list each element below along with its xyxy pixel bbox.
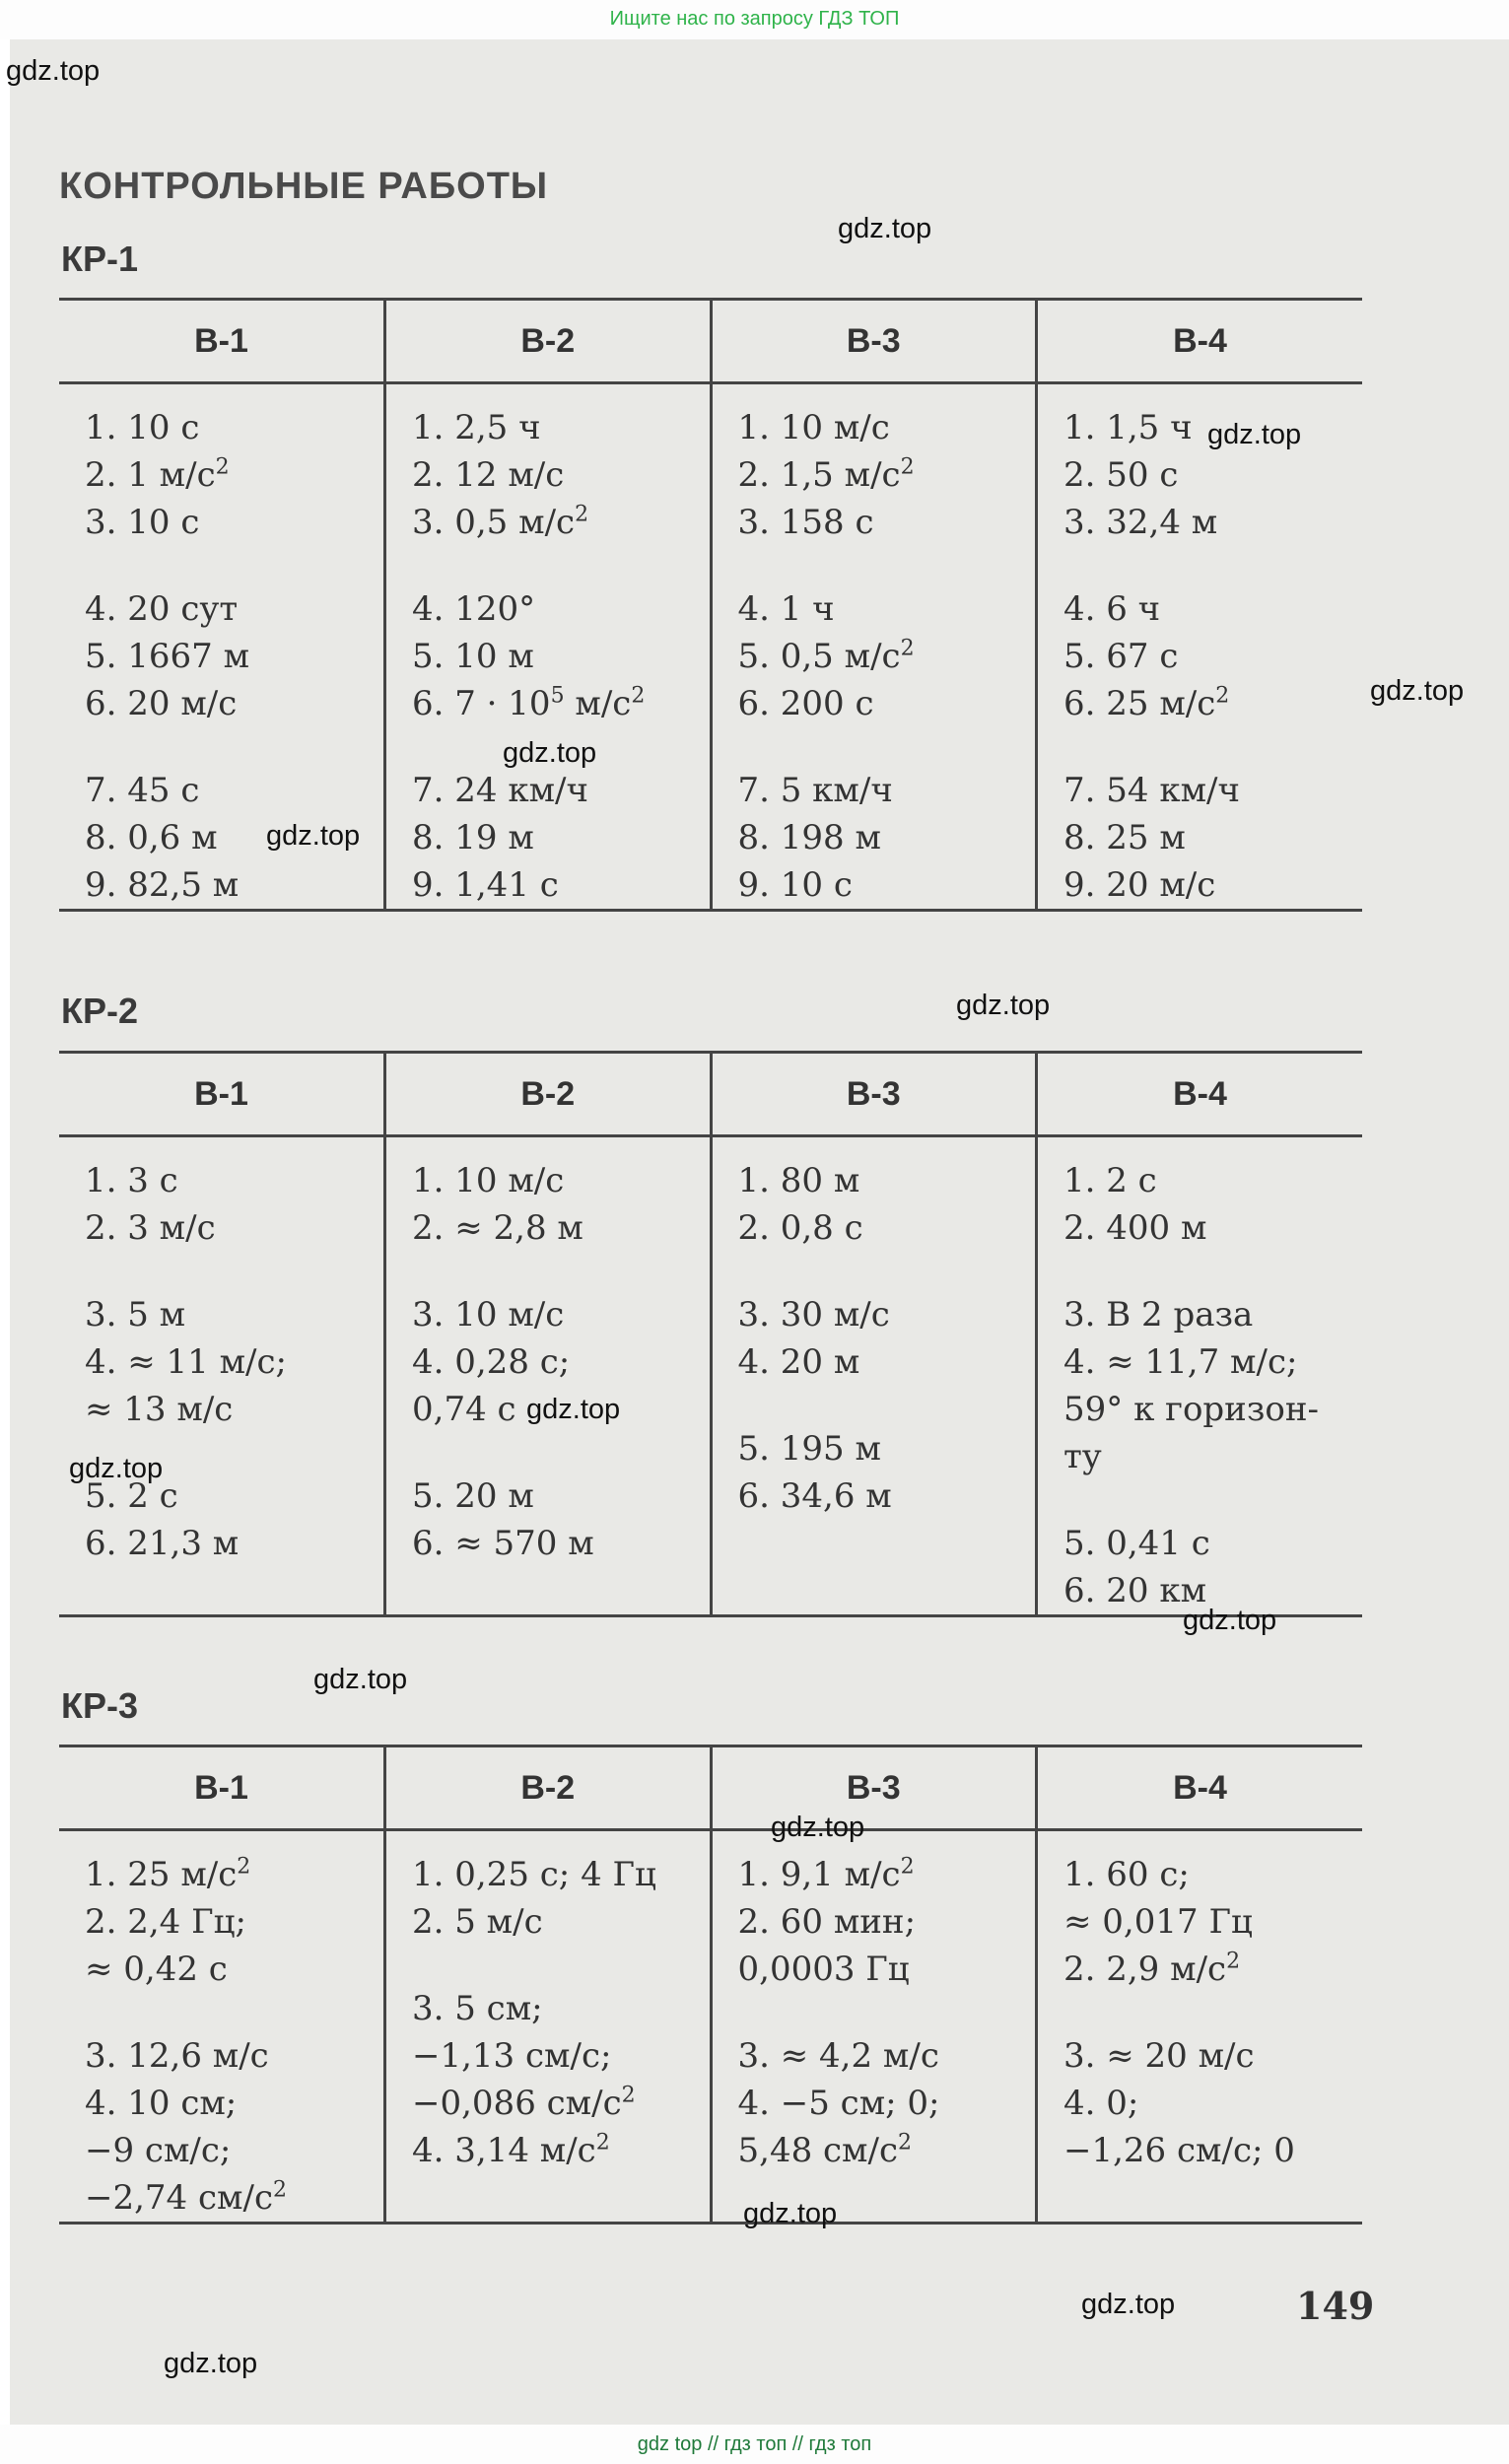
variant-header: В-1 (59, 1053, 385, 1136)
page-number: 149 (1296, 2284, 1375, 2328)
answer-line: 4. −5 см; 0; (737, 2084, 940, 2123)
answer-line: 3. 32,4 м (1063, 503, 1218, 542)
variant-header: В-4 (1037, 1746, 1363, 1830)
variant-answers-cell (711, 1830, 1037, 2224)
variant-answers-cell (59, 1136, 385, 1616)
answer-line: 6. $7 \cdot 10^5$ $м/с^2$ (412, 683, 646, 723)
answer-line: −1,13 см/с; (412, 2036, 612, 2076)
variant-answers-cell (385, 383, 712, 911)
watermark: gdz.top (838, 213, 932, 244)
answer-line: 2. 2,9 $м/с^2$ (1063, 1949, 1241, 1989)
watermark: gdz.top (313, 1664, 408, 1695)
answer-line: 4. 0; (1063, 2084, 1139, 2123)
group-spacer (412, 546, 700, 585)
answer-line: 5. 67 с (1063, 637, 1179, 676)
answer-line: 0,74 с (412, 1390, 516, 1429)
watermark: gdz.top (1370, 675, 1465, 707)
variant-answers-cell (59, 1830, 385, 2224)
group-spacer (1063, 1252, 1352, 1291)
answer-line: 2. 400 м (1063, 1208, 1207, 1248)
group-spacer (738, 727, 1026, 767)
group-spacer (738, 1993, 1026, 2032)
watermark: gdz.top (164, 2348, 258, 2379)
group-spacer (1063, 546, 1352, 585)
answer-line: 3. 5 м (85, 1295, 186, 1335)
answer-line: 4. 6 ч (1063, 589, 1161, 629)
answer-line: 6. 20 км (1063, 1571, 1207, 1610)
answer-line: 5. 20 м (412, 1476, 534, 1516)
answer-line: 1. 0,25 с; 4 Гц (412, 1855, 656, 1894)
bottom-footer[interactable]: gdz top // гдз топ // гдз топ (0, 2425, 1509, 2464)
answer-line: ту (1063, 1437, 1102, 1476)
answer-line: 6. 20 м/с (85, 684, 238, 723)
watermark: gdz.top (69, 1453, 164, 1484)
group-spacer (738, 546, 1026, 585)
answer-line: 9. 1,41 с (412, 865, 559, 905)
top-banner[interactable]: Ищите нас по запросу ГДЗ ТОП (0, 0, 1509, 39)
watermark: gdz.top (526, 1394, 621, 1425)
group-spacer (1063, 727, 1352, 767)
answer-line: 1. 60 с; (1063, 1855, 1190, 1894)
answer-line: 7. 45 с (85, 771, 200, 810)
answer-line: 2. 0,8 с (737, 1208, 863, 1248)
answer-line: 2. 50 с (1063, 455, 1179, 495)
answer-line: −9 см/с; (85, 2131, 232, 2170)
variant-answers-cell (1037, 1136, 1363, 1616)
kr2-answers-table (59, 1051, 1362, 1617)
variant-answers-cell (1037, 383, 1363, 911)
answer-line: 2. 3 м/с (85, 1208, 216, 1248)
answer-line: 5. 10 м (412, 637, 534, 676)
watermark: gdz.top (503, 737, 597, 769)
variant-header: В-1 (59, 300, 385, 383)
watermark: gdz.top (743, 2198, 838, 2229)
variant-header: В-3 (711, 1053, 1037, 1136)
answer-line: 4. 20 сут (85, 589, 239, 629)
variant-header: В-4 (1037, 1053, 1363, 1136)
variant-header: В-3 (711, 1746, 1037, 1830)
answer-line: −2,74 $см/с^2$ (85, 2177, 287, 2218)
variant-answers-cell (1037, 1830, 1363, 2224)
answer-line: 4. 10 см; (85, 2084, 238, 2123)
variant-header: В-1 (59, 1746, 385, 1830)
answer-line: 7. 5 км/ч (737, 771, 893, 810)
answer-line: 1. 10 с (85, 408, 200, 447)
answer-line: 2. 2,4 Гц; (85, 1902, 246, 1942)
group-spacer (1063, 1993, 1352, 2032)
answer-line: −1,26 см/с; 0 (1063, 2131, 1295, 2170)
kr2-title: КР-2 (61, 991, 138, 1031)
page-heading: КОНТРОЛЬНЫЕ РАБОТЫ (59, 166, 549, 207)
watermark: gdz.top (1081, 2289, 1176, 2320)
group-spacer (85, 1993, 374, 2032)
answer-line: 8. 25 м (1063, 818, 1186, 857)
answer-line: 2. 1,5 $м/с^2$ (737, 454, 915, 495)
answer-line: 1. 1,5 ч (1063, 408, 1193, 447)
answer-line: 9. 20 м/с (1063, 865, 1216, 905)
group-spacer (412, 1252, 700, 1291)
answer-line: 6. 21,3 м (85, 1524, 240, 1563)
answer-line: 59° к горизон- (1063, 1390, 1320, 1429)
answer-line: 8. 19 м (412, 818, 534, 857)
answer-line: 6. 25 $м/с^2$ (1063, 683, 1230, 723)
watermark: gdz.top (1183, 1605, 1277, 1636)
group-spacer (85, 1252, 374, 1291)
answer-line: 2. ≈ 2,8 м (412, 1208, 583, 1248)
answer-line: 1. 2 с (1063, 1161, 1157, 1200)
answer-line: 1. 25 $м/с^2$ (85, 1854, 251, 1894)
kr1-answers-table (59, 298, 1362, 912)
answer-line: 0,0003 Гц (737, 1950, 910, 1989)
answer-line: 6. 200 с (737, 684, 874, 723)
answer-line: 3. 158 с (737, 503, 874, 542)
watermark: gdz.top (6, 55, 101, 87)
answer-line: −0,086 $см/с^2$ (412, 2083, 636, 2123)
variant-answers-cell (385, 1830, 712, 2224)
watermark: gdz.top (1207, 419, 1302, 450)
variant-header: В-3 (711, 300, 1037, 383)
group-spacer (738, 1252, 1026, 1291)
group-spacer (412, 1946, 700, 1985)
answer-line: ≈ 13 м/с (85, 1390, 234, 1429)
variant-header: В-4 (1037, 300, 1363, 383)
answer-line: 1. 9,1 $м/с^2$ (737, 1854, 915, 1894)
group-spacer (412, 1433, 700, 1472)
kr3-title: КР-3 (61, 1685, 138, 1726)
answer-line: 4. 1 ч (737, 589, 835, 629)
answer-line: 1. 3 с (85, 1161, 178, 1200)
variant-answers-cell (385, 1136, 712, 1616)
answer-line: 6. ≈ 570 м (412, 1524, 594, 1563)
kr3-answers-table (59, 1745, 1362, 2224)
answer-line: 5. 0,5 $м/с^2$ (737, 636, 915, 676)
answer-line: 3. В 2 раза (1063, 1295, 1254, 1335)
answer-line: 2. 60 мин; (737, 1902, 917, 1942)
group-spacer (85, 727, 374, 767)
answer-line: 3. 5 см; (412, 1989, 543, 2028)
group-spacer (85, 546, 374, 585)
answer-line: 1. 10 м/с (737, 408, 890, 447)
answer-line: 7. 24 км/ч (412, 771, 588, 810)
answer-line: ≈ 0,42 с (85, 1950, 228, 1989)
answer-line: 8. 198 м (737, 818, 881, 857)
answer-line: 1. 80 м (737, 1161, 860, 1200)
variant-header: В-2 (385, 1746, 712, 1830)
answer-line: 4. ≈ 11 м/с; (85, 1342, 288, 1382)
answer-line: 3. 0,5 $м/с^2$ (412, 502, 589, 542)
answer-line: 4. 3,14 $м/с^2$ (412, 2130, 610, 2170)
answer-line: 5,48 $см/с^2$ (737, 2130, 912, 2170)
answer-line: 6. 34,6 м (737, 1476, 892, 1516)
answer-line: 3. 30 м/с (737, 1295, 890, 1335)
variant-answers-cell (711, 383, 1037, 911)
answer-line: 4. 20 м (737, 1342, 860, 1382)
answer-line: 1. 10 м/с (412, 1161, 565, 1200)
group-spacer (1063, 1480, 1352, 1520)
watermark: gdz.top (956, 990, 1051, 1021)
variant-header: В-2 (385, 300, 712, 383)
answer-line: 3. ≈ 4,2 м/с (737, 2036, 939, 2076)
variant-answers-cell (711, 1136, 1037, 1616)
answer-line: 5. 1667 м (85, 637, 250, 676)
answer-line: 5. 195 м (737, 1429, 881, 1469)
answer-line: 3. 10 с (85, 503, 200, 542)
answer-line: 3. 10 м/с (412, 1295, 565, 1335)
watermark: gdz.top (266, 820, 361, 852)
answer-line: 9. 10 с (737, 865, 853, 905)
group-spacer (738, 1386, 1026, 1425)
watermark: gdz.top (771, 1812, 865, 1843)
variant-header: В-2 (385, 1053, 712, 1136)
answer-line: 4. 120° (412, 589, 536, 629)
answer-line: 2. 12 м/с (412, 455, 565, 495)
answer-line: 5. 2 с (85, 1476, 178, 1516)
kr1-title: КР-1 (61, 239, 138, 279)
answer-line: 8. 0,6 м (85, 818, 218, 857)
answer-line: 5. 0,41 с (1063, 1524, 1210, 1563)
answer-line: 4. ≈ 11,7 м/с; (1063, 1342, 1298, 1382)
answer-line: 9. 82,5 м (85, 865, 240, 905)
answer-line: 7. 54 км/ч (1063, 771, 1240, 810)
answer-line: 3. 12,6 м/с (85, 2036, 269, 2076)
answer-line: 4. 0,28 с; (412, 1342, 571, 1382)
answer-line: ≈ 0,017 Гц (1063, 1902, 1253, 1942)
answer-line: 1. 2,5 ч (412, 408, 541, 447)
answer-line: 3. ≈ 20 м/с (1063, 2036, 1255, 2076)
answer-line: 2. 1 $м/с^2$ (85, 454, 230, 495)
answer-line: 2. 5 м/с (412, 1902, 543, 1942)
